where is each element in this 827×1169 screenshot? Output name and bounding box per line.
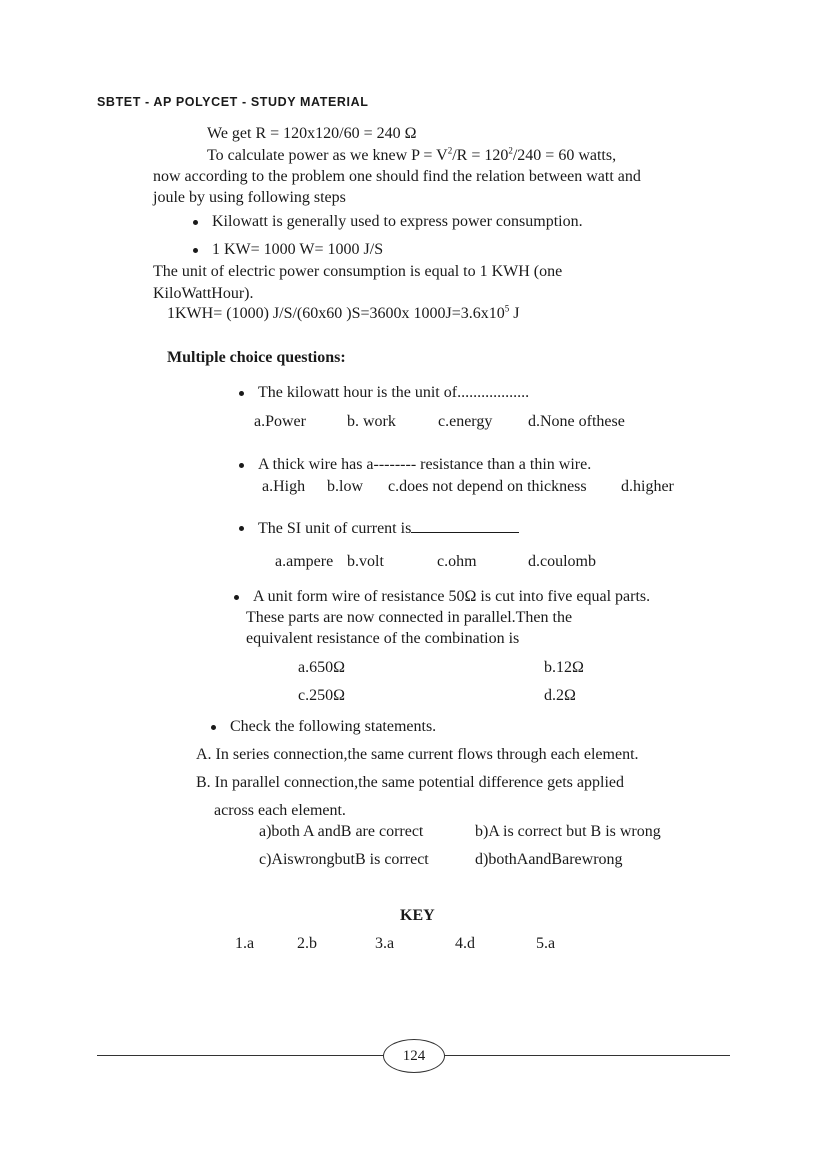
text-line: 1KWH= (1000) J/S/(60x60 )S=3600x $1000J=3.6x10^5$ J: [167, 303, 520, 322]
option: d.None ofthese: [528, 413, 625, 430]
option: a.ampere: [275, 553, 334, 570]
text-line: now according to the problem one should find the relation between watt and: [153, 168, 641, 185]
page-header: SBTET - AP POLYCET - STUDY MATERIAL: [97, 95, 369, 109]
question-3: The SI unit of current is: [258, 518, 519, 539]
question-1: The kilowatt hour is the unit of..................: [258, 384, 530, 401]
key-answer: 2.b: [297, 935, 317, 952]
footer-rule-right: [440, 1055, 730, 1056]
option: c.ohm: [437, 553, 477, 570]
option: c.does not depend on thickness: [388, 478, 587, 495]
text-line: KiloWattHour).: [153, 285, 254, 302]
bullet-item: Kilowatt is generally used to express power consumption.: [212, 213, 583, 230]
key-title: KEY: [400, 907, 435, 924]
key-answer: 4.d: [455, 935, 475, 952]
key-answer: 3.a: [375, 935, 395, 952]
question-4: A unit form wire of resistance 50Ω is cut into five equal parts.: [253, 588, 651, 605]
option: d.2Ω: [544, 687, 576, 704]
answer-blank: [411, 518, 519, 533]
footer-rule-left: [97, 1055, 387, 1056]
option: d.coulomb: [528, 553, 596, 570]
option: b.low: [327, 478, 363, 495]
text-line: The unit of electric power consumption is equal to 1 KWH (one: [153, 263, 563, 280]
text-line: We get R = 120x120/60 = 240 Ω: [207, 125, 417, 142]
option: c.250Ω: [298, 687, 345, 704]
option: a.High: [262, 478, 306, 495]
option: c.energy: [438, 413, 493, 430]
statement-a: A. In series connection,the same current flows through each element.: [196, 746, 639, 763]
option: b.12Ω: [544, 659, 584, 676]
option: d.higher: [621, 478, 674, 495]
option: b. work: [347, 413, 396, 430]
key-answer: 5.a: [536, 935, 556, 952]
text-line: joule by using following steps: [153, 189, 346, 206]
option: b.volt: [347, 553, 384, 570]
option: b)A is correct but B is wrong: [475, 823, 661, 840]
key-answer: 1.a: [235, 935, 255, 952]
text-line: These parts are now connected in parallel.Then the: [246, 609, 573, 626]
text-line: across each element.: [214, 802, 346, 819]
option: c)AiswrongbutB is correct: [259, 851, 429, 868]
option: a.650Ω: [298, 659, 345, 676]
text-line: equivalent resistance of the combination is: [246, 630, 520, 647]
question-2: A thick wire has a-------- resistance than a thin wire.: [258, 456, 592, 473]
option: a)both A andB are correct: [259, 823, 424, 840]
statement-b: B. In parallel connection,the same potential difference gets applied: [196, 774, 624, 791]
page-number: 124: [383, 1039, 445, 1073]
bullet-item: 1 KW= 1000 W= 1000 J/S: [212, 241, 384, 258]
option: d)bothAandBarewrong: [475, 851, 623, 868]
question-5: Check the following statements.: [230, 718, 437, 735]
option: a.Power: [254, 413, 306, 430]
section-heading: Multiple choice questions:: [167, 349, 346, 366]
text-line: To calculate power as we knew $P = V^2/R = 120^2/240 = 60$ watts,: [207, 145, 617, 164]
